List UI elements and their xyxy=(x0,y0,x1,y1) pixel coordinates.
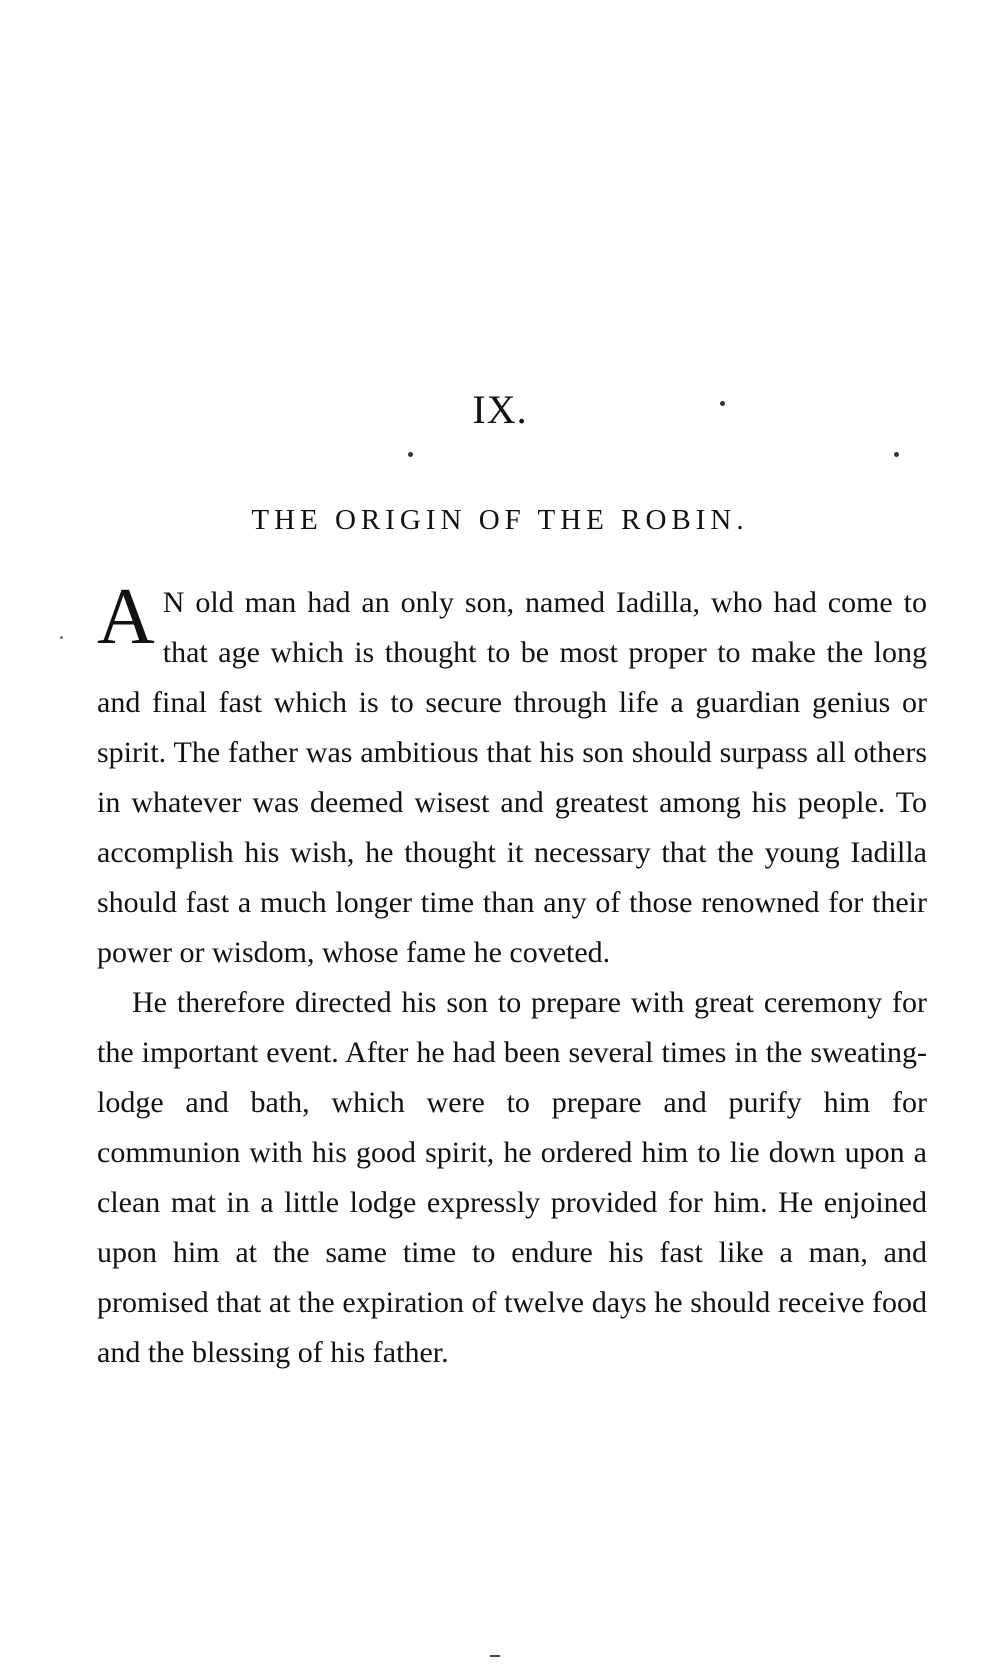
print-speck xyxy=(60,636,63,639)
print-speck xyxy=(720,401,725,406)
paragraph-1-text: old man had an only son, named Iadilla, who had come to that age which is thought to be most proper to make the long and final fast which is to secure through life a guardian genius or spirit. The father was ambitious that his son should surpass all others in whatever was deemed wisest and greatest among his people. To accomplish his wish, he thought it necessary that the young Iadilla should fast a much longer time than any of those renowned for their power or wisdom, whose fame he coveted. xyxy=(97,586,927,969)
print-speck xyxy=(894,452,899,457)
chapter-number: IX. xyxy=(472,387,528,432)
paragraph-1 xyxy=(97,573,927,978)
paragraph-2 xyxy=(97,978,927,1378)
drop-cap-letter: A xyxy=(97,573,155,661)
print-mark xyxy=(490,1655,500,1657)
chapter-title: THE ORIGIN OF THE ROBIN. xyxy=(251,504,749,536)
paragraph-2-text: He therefore directed his son to prepare with great ceremony for the important event. After he had been several times in the sweating-lodge and bath, which were to prepare and purify him for communion with his good spirit, he ordered him to lie down upon a clean mat in a little lodge expressly provided for him. He enjoined upon him at the same time to endure his fast like a man, and promised that at the expiration of twelve days he should receive food and the blessing of his father. xyxy=(97,986,927,1369)
print-speck xyxy=(408,452,413,457)
chapter-body xyxy=(97,573,927,1378)
first-word-rest: N xyxy=(162,586,185,619)
